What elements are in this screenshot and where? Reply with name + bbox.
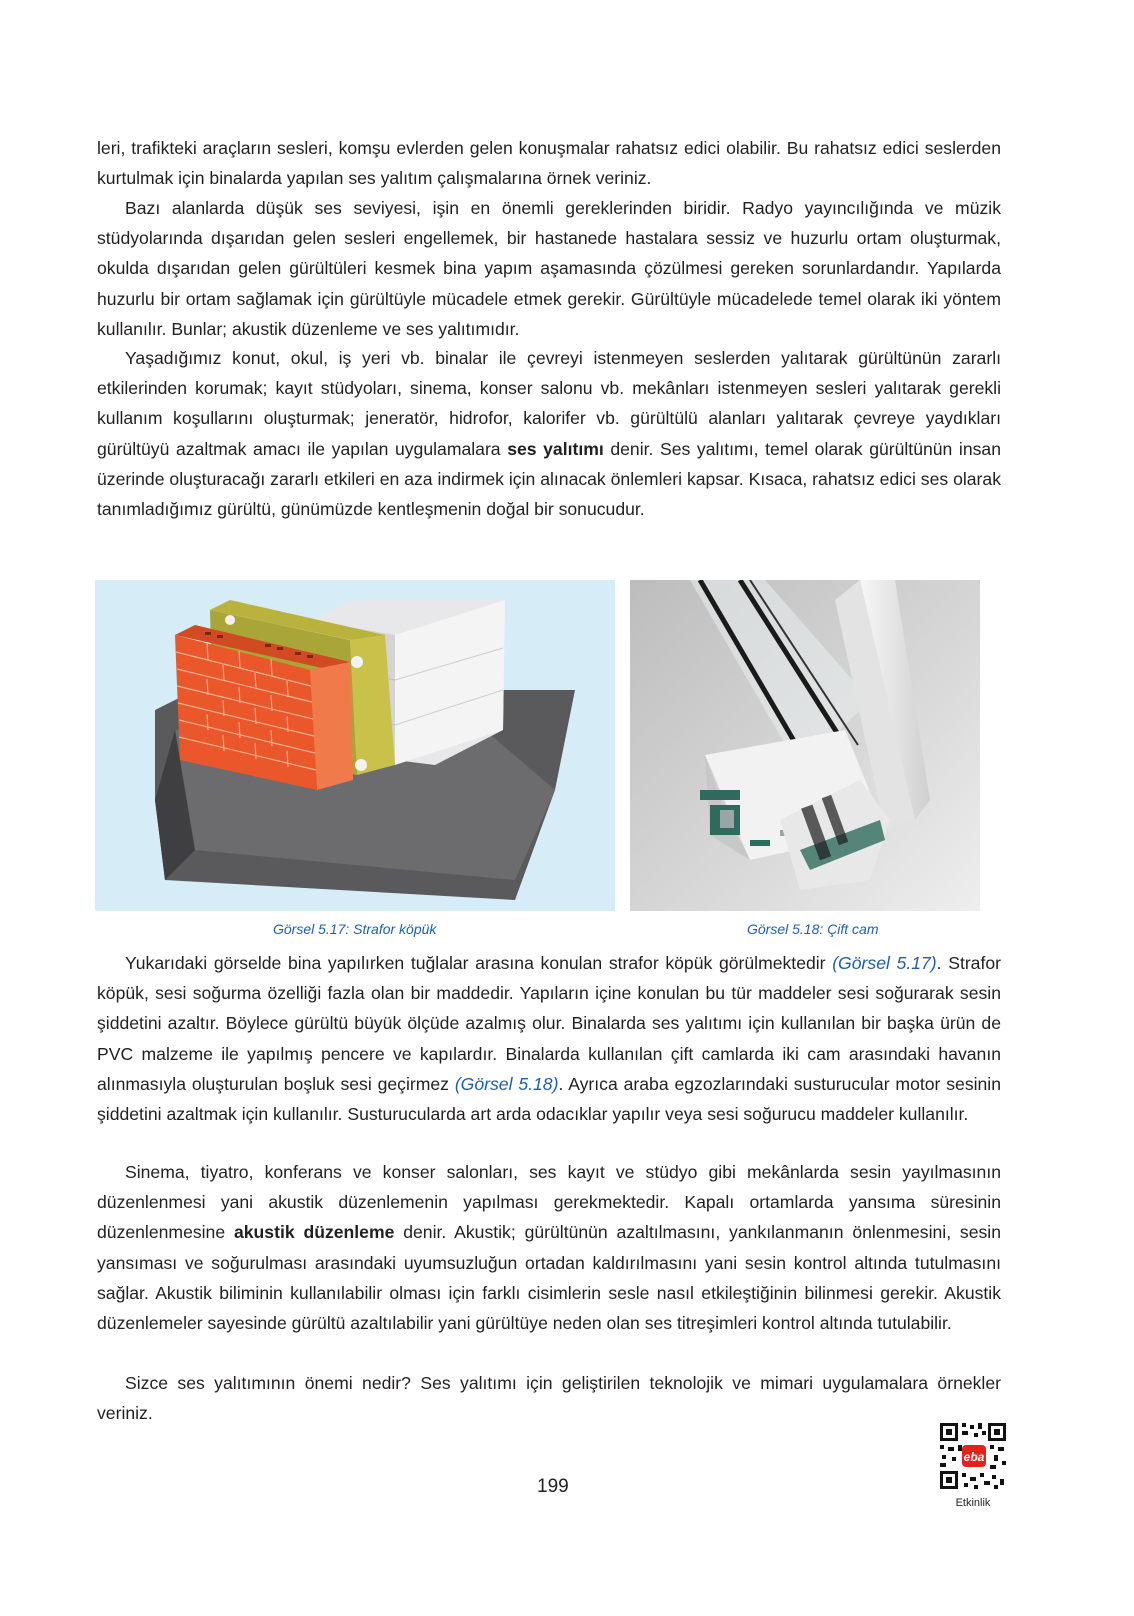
paragraph-5-text-a: Sinema, tiyatro, konferans ve konser salonları, ses kayıt ve stüdyo gibi mekânlarda sesin yayılmasının düzenlenmesi yani akustik düzenlemenin yapılması gerekmektedir. Kapalı ortamlarda yansıma süresinin düzenlenmesine	[97, 1162, 1001, 1243]
window-profile-illustration	[630, 580, 980, 911]
paragraph-4-text-b: . Strafor köpük, sesi soğurma özelliği fazla olan bir maddedir. Yapıların içine konulan bu tür maddeler sesi soğurarak sesin şiddetini azaltır. Böylece gürültü büyük ölçüde azalmış olur. Binalarda ses yalıtımı için kullanılan bir başka ürün de PVC malzeme ile yapılmış pencere ve kapılardır. Binalarda kullanılan çift camlarda iki cam arasındaki havanın alınmasıyla oluşturulan boşluk sesi geçirmez	[97, 953, 1002, 1094]
term-ses-yalitimi: ses yalıtımı	[507, 438, 604, 459]
figure-reference-5-18[interactable]: (Görsel 5.18)	[454, 1073, 559, 1094]
figure-double-glazing	[630, 580, 980, 911]
figure-strafor-foam	[95, 580, 615, 911]
qr-brand-text: eba	[963, 1450, 985, 1464]
paragraph-6	[97, 1368, 1001, 1428]
paragraph-1	[97, 133, 1001, 193]
paragraph-4-text-c: . Ayrıca araba egzozlarındaki susturucular motor sesinin şiddetini azaltmak için kullanılır. Susturucularda art arda odacıklar yapılır veya sesi soğurucu maddeler kullanılır.	[97, 1073, 1002, 1125]
figure-reference-5-17[interactable]: (Görsel 5.17)	[832, 953, 937, 973]
paragraph-2-text: Bazı alanlarda düşük ses seviyesi, işin en önemli gereklerinden biridir. Radyo yayıncılığında ve müzik stüdyolarında dışarıdan gelen sesleri engellemek, bir hastanede hastalara sessiz ve huzurlu ortam oluşturmak, okulda dışarıdan gelen gürültüleri kesmek bina yapım aşamasında çözülmesi gereken sorunlardandır. Yapılarda huzurlu bir ortam sağlamak için gürültüyle mücadele etmek gerekir. Gürültüyle mücadelede temel olarak iki yöntem kullanılır. Bunlar; akustik düzenleme ve ses yalıtımıdır.	[97, 198, 1001, 339]
paragraph-5	[97, 1157, 1001, 1338]
qr-code-icon	[938, 1421, 1008, 1491]
paragraph-1-text: leri, trafikteki araçların sesleri, komşu evlerden gelen konuşmalar rahatsız edici olabilir. Bu rahatsız edici seslerden kurtulmak için binalarda yapılan ses yalıtım çalışmalarına örnek veriniz.	[97, 138, 1001, 189]
figure-caption-right: Görsel 5.18: Çift cam	[747, 921, 879, 937]
qr-label: Etkinlik	[955, 1497, 991, 1509]
term-akustik-duzenleme: akustik düzenleme	[233, 1222, 395, 1243]
page-number: 199	[537, 1476, 569, 1497]
paragraph-3-text-b: denir. Ses yalıtımı, temel olarak gürültünün insan üzerinde oluşturacağı zararlı etkileri en aza indirmek için alınacak önlemleri kapsar. Kısaca, rahatsız edici ses olarak tanımladığımız gürültü, günümüzde kentleşmenin doğal bir sonucudur.	[97, 438, 1001, 520]
paragraph-2	[97, 193, 1001, 344]
paragraph-4-text-a: Yukarıdaki görselde bina yapılırken tuğlalar arasına konulan strafor köpük görülmektedir	[125, 953, 833, 973]
paragraph-5-text-b: denir. Akustik; gürültünün azaltılmasını, yankılanmanın önlenmesini, sesin yansıması ve soğurulması arasındaki uyumsuzluğun ortadan kaldırılmasını yani sesin kontrol altında tutulmasını sağlar. Akustik biliminin kullanılabilir olması için farklı cisimlerin sesle nasıl etkileştiğinin bilinmesi gerekir. Akustik düzenlemeler sayesinde gürültü azaltılabilir yani gürültüye neden olan ses titreşimleri kontrol altında tutulabilir.	[97, 1222, 1002, 1334]
wall-insulation-illustration	[95, 580, 615, 911]
figure-caption-left: Görsel 5.17: Strafor köpük	[273, 921, 437, 937]
paragraph-3-text-a: Yaşadığımız konut, okul, iş yeri vb. binalar ile çevreyi istenmeyen seslerden yalıtarak gürültünün zararlı etkilerinden korumak; kayıt stüdyoları, sinema, konser salonu vb. mekânları istenmeyen sesleri yalıtarak gerekli kullanım koşullarını oluşturmak; jeneratör, hidrofor, kalorifer vb. gürültülü alanları yalıtarak çevreye yaydıkları gürültüyü azaltmak amacı ile yapılan uygulamalara	[97, 348, 1001, 459]
qr-code-block[interactable]	[938, 1421, 1008, 1509]
paragraph-3	[97, 343, 1001, 524]
paragraph-4	[97, 948, 1001, 1129]
paragraph-6-text: Sizce ses yalıtımının önemi nedir? Ses yalıtımı için geliştirilen teknolojik ve mimari uygulamalara örnekler veriniz.	[97, 1373, 1001, 1424]
